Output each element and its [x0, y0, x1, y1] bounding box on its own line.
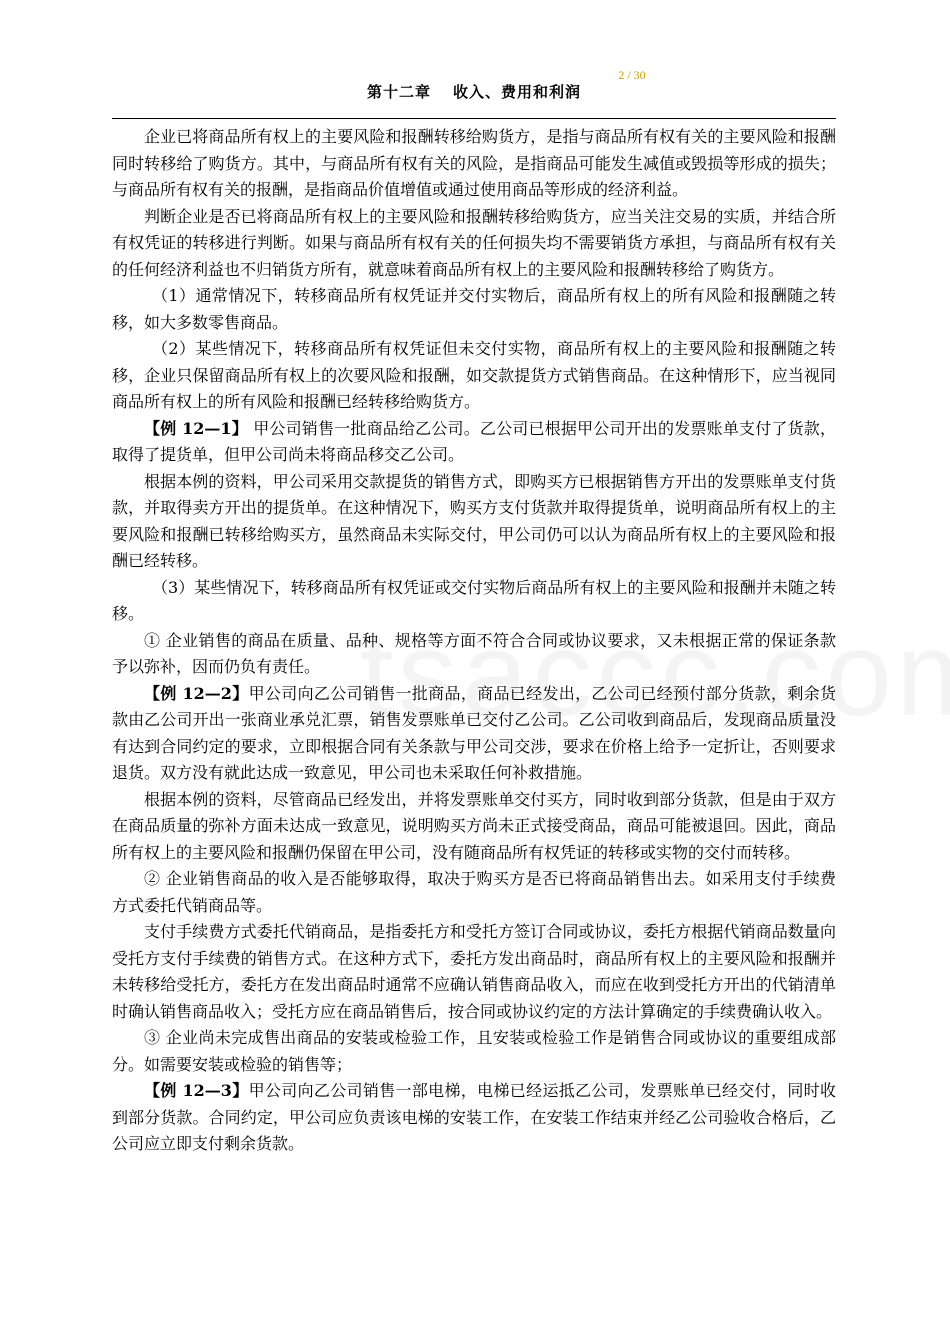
paragraph — [112, 575, 836, 628]
example-paragraph — [112, 416, 836, 469]
paragraph-text: 根据本例的资料，尽管商品已经发出，并将发票账单交付买方，同时收到部分货款，但是由于双方在商品质量的弥补方面未达成一致意见，说明购买方尚未正式接受商品，商品可能被退回。因此，商品所有权上的主要风险和报酬仍保留在甲公司，没有随商品所有权凭证的转移或实物的交付而转移。 — [112, 789, 836, 862]
example-label: 【例 12—1】 — [144, 418, 248, 438]
header-divider — [112, 118, 836, 119]
example-paragraph — [112, 681, 836, 787]
body-text — [112, 124, 836, 1158]
paragraph-text: 根据本例的资料，甲公司采用交款提货的销售方式，即购买方已根据销售方开出的发票账单支付货款，并取得卖方开出的提货单。在这种情况下，购买方支付货款并取得提货单，说明商品所有权上的主要风险和报酬已转移给购买方，虽然商品未实际交付，甲公司仍可以认为商品所有权上的主要风险和报酬已经转移。 — [112, 471, 836, 570]
paragraph — [112, 787, 836, 867]
paragraph — [112, 919, 836, 1025]
paragraph — [112, 124, 836, 204]
paragraph-text: （1）通常情况下，转移商品所有权凭证并交付实物后，商品所有权上的所有风险和报酬随之转移，如大多数零售商品。 — [112, 286, 836, 332]
paragraph-text: ② 企业销售商品的收入是否能够取得，取决于购买方是否已将商品销售出去。如采用支付手续费方式委托代销商品等。 — [112, 869, 836, 915]
example-label: 【例 12—3】 — [144, 1081, 249, 1100]
chapter-number: 第十二章 — [366, 83, 431, 101]
example-paragraph — [112, 1078, 836, 1158]
paragraph-text: （3）某些情况下，转移商品所有权凭证或交付实物后商品所有权上的主要风险和报酬并未随之转移。 — [112, 577, 836, 623]
paragraph — [112, 866, 836, 919]
paragraph-text: ① 企业销售的商品在质量、品种、规格等方面不符合合同或协议要求，又未根据正常的保证条款予以弥补，因而仍负有责任。 — [112, 630, 836, 676]
paragraph-text: （2）某些情况下，转移商品所有权凭证但未交付实物，商品所有权上的主要风险和报酬随之转移，企业只保留商品所有权上的次要风险和报酬，如交款提货方式销售商品。在这种情形下，应当视同商品所有权上的所有风险和报酬已经转移给购货方。 — [112, 339, 836, 411]
paragraph-text: 企业已将商品所有权上的主要风险和报酬转移给购货方，是指与商品所有权有关的主要风险和报酬同时转移给了购货方。其中，与商品所有权有关的风险，是指商品可能发生减值或毁损等形成的损失；与商品所有权有关的报酬，是指商品价值增值或通过使用商品等形成的经济利益。 — [112, 127, 836, 199]
paragraph-text: 甲公司销售一批商品给乙公司。乙公司已根据甲公司开出的发票账单支付了货款，取得了提货单，但甲公司尚未将商品移交乙公司。 — [112, 418, 836, 464]
chapter-header — [112, 81, 836, 102]
page-number: 2 / 30 — [618, 68, 646, 82]
paragraph — [112, 336, 836, 416]
paragraph — [112, 1025, 836, 1078]
paragraph — [112, 628, 836, 681]
paragraph — [112, 469, 836, 575]
paragraph-text: 甲公司向乙公司销售一批商品，商品已经发出，乙公司已经预付部分货款，剩余货款由乙公司开出一张商业承兑汇票，销售发票账单已交付乙公司。乙公司收到商品后，发现商品质量没有达到合同约定的要求，立即根据合同有关条款与甲公司交涉，要求在价格上给予一定折让，否则要求退货。双方没有就此达成一致意见，甲公司也未采取任何补救措施。 — [112, 683, 836, 782]
chapter-title: 收入、费用和利润 — [453, 83, 582, 101]
paragraph — [112, 283, 836, 336]
paragraph — [112, 204, 836, 284]
paragraph-text: 支付手续费方式委托代销商品，是指委托方和受托方签订合同或协议，委托方根据代销商品数量向受托方支付手续费的销售方式。在这种方式下，委托方发出商品时，商品所有权上的主要风险和报酬并未转移给受托方，委托方在发出商品时通常不应确认销售商品收入，而应在收到受托方开出的代销清单时确认销售商品收入；受托方应在商品销售后，按合同或协议约定的方法计算确定的手续费确认收入。 — [112, 922, 836, 1021]
paragraph-text: 判断企业是否已将商品所有权上的主要风险和报酬转移给购货方，应当关注交易的实质，并结合所有权凭证的转移进行判断。如果与商品所有权有关的任何损失均不需要销货方承担，与商品所有权有关的任何经济利益也不归销货方所有，就意味着商品所有权上的主要风险和报酬转移给了购货方。 — [112, 206, 836, 279]
example-label: 【例 12—2】 — [144, 683, 249, 703]
paragraph-text: 甲公司向乙公司销售一部电梯，电梯已经运抵乙公司，发票账单已经交付，同时收到部分货款。合同约定，甲公司应负责该电梯的安装工作，在安装工作结束并经乙公司验收合格后，乙公司应立即支付剩余货款。 — [112, 1081, 836, 1153]
paragraph-text: ③ 企业尚未完成售出商品的安装或检验工作，且安装或检验工作是销售合同或协议的重要组成部分。如需要安装或检验的销售等； — [112, 1028, 836, 1074]
